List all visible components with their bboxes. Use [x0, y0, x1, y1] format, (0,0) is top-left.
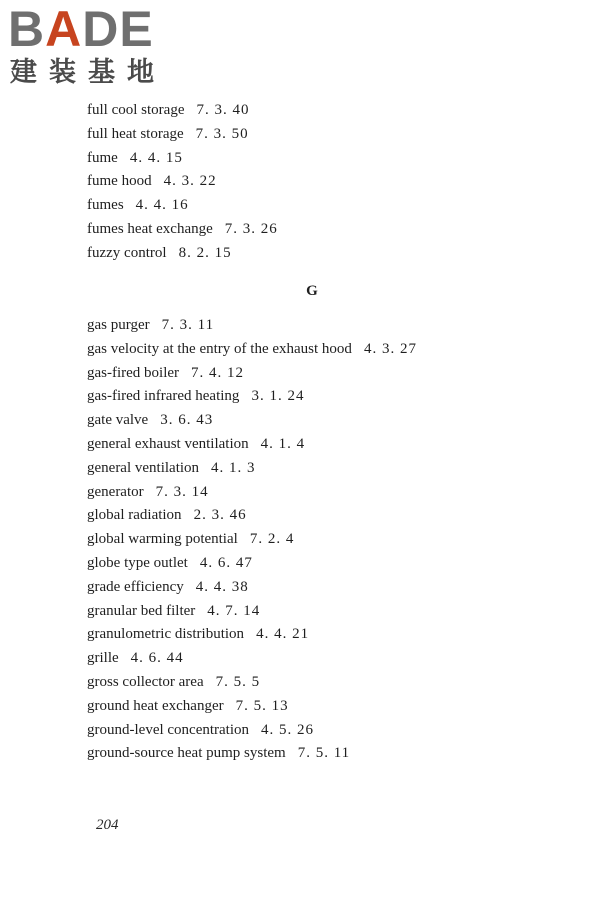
index-reference: 4. 4. 15 [129, 149, 183, 166]
index-term: granulometric distribution [87, 626, 245, 643]
index-term: generator [87, 483, 144, 500]
index-reference: 4. 1. 4 [260, 435, 306, 452]
index-entry [87, 385, 567, 409]
index-term: global radiation [87, 507, 182, 524]
index-term: general exhaust ventilation [87, 435, 249, 452]
index-reference: 7. 5. 11 [297, 745, 351, 762]
index-reference: 3. 1. 24 [251, 388, 305, 405]
index-term: gas velocity at the entry of the exhaust hood [87, 340, 352, 357]
index-term: gas-fired infrared heating [87, 388, 240, 405]
index-entry [87, 600, 567, 624]
index-reference: 4. 3. 27 [363, 340, 417, 357]
index-reference: 8. 2. 15 [178, 244, 232, 261]
index-reference: 4. 6. 47 [199, 554, 253, 571]
index-term: fume hood [87, 173, 152, 190]
section-heading-g: G [306, 283, 318, 299]
index-term: fuzzy control [87, 244, 167, 261]
index-entry [87, 338, 567, 362]
index-term: fumes [87, 197, 124, 214]
index-entry [87, 457, 567, 481]
index-entry [87, 623, 567, 647]
index-entry [87, 742, 567, 766]
index-entry [87, 409, 567, 433]
index-entry [87, 719, 567, 743]
index-term: fumes heat exchange [87, 220, 213, 237]
index-entry [87, 552, 567, 576]
index-term: gate valve [87, 412, 149, 429]
index-reference: 7. 5. 13 [235, 697, 289, 714]
index-list-g [87, 314, 567, 766]
index-reference: 4. 4. 21 [256, 626, 310, 643]
index-term: globe type outlet [87, 554, 188, 571]
index-reference: 3. 6. 43 [160, 412, 214, 429]
index-entry [87, 123, 567, 147]
bade-logo [8, 2, 178, 92]
index-term: full cool storage [87, 102, 185, 118]
index-entry [87, 194, 567, 218]
index-entry [87, 314, 567, 338]
index-entry [87, 647, 567, 671]
index-reference: 7. 4. 12 [191, 364, 245, 381]
page-number: 204 [96, 817, 119, 833]
index-reference: 7. 3. 11 [161, 317, 215, 333]
logo-chinese-text: 建装基地 [10, 57, 166, 88]
index-term: grille [87, 650, 119, 667]
index-reference: 4. 4. 16 [135, 197, 189, 214]
index-term: gas purger [87, 317, 150, 333]
index-entry [87, 218, 567, 242]
index-reference: 2. 3. 46 [193, 507, 247, 524]
index-entry [87, 481, 567, 505]
index-entry [87, 576, 567, 600]
index-term: general ventilation [87, 459, 200, 476]
index-reference: 7. 3. 50 [195, 125, 249, 142]
index-term: gross collector area [87, 673, 204, 690]
logo-letters-de: DE [82, 1, 154, 57]
index-list-f [87, 99, 567, 266]
index-entry [87, 695, 567, 719]
index-reference: 7. 3. 26 [224, 220, 278, 237]
index-reference: 4. 4. 38 [195, 578, 249, 595]
index-term: grade efficiency [87, 578, 184, 595]
logo-wordmark [8, 2, 154, 56]
index-entry [87, 242, 567, 266]
index-reference: 4. 6. 44 [130, 650, 184, 667]
index-reference: 7. 3. 40 [196, 102, 250, 118]
index-entry [87, 170, 567, 194]
index-reference: 4. 7. 14 [207, 602, 261, 619]
index-entry [87, 671, 567, 695]
index-reference: 7. 5. 5 [215, 673, 261, 690]
logo-letter-a: A [45, 1, 83, 57]
index-term: ground heat exchanger [87, 697, 224, 714]
index-entry [87, 147, 567, 171]
index-reference: 4. 5. 26 [261, 721, 315, 738]
logo-letter-b: B [8, 1, 46, 57]
index-term: gas-fired boiler [87, 364, 180, 381]
index-term: full heat storage [87, 125, 184, 142]
index-entry [87, 528, 567, 552]
index-entry [87, 362, 567, 386]
index-reference: 7. 2. 4 [249, 531, 295, 548]
index-term: fume [87, 149, 118, 166]
index-term: granular bed filter [87, 602, 196, 619]
index-term: ground-level concentration [87, 721, 250, 738]
index-entry [87, 433, 567, 457]
index-entry [87, 504, 567, 528]
index-term: ground-source heat pump system [87, 745, 286, 762]
index-term: global warming potential [87, 531, 238, 548]
index-reference: 4. 3. 22 [163, 173, 217, 190]
index-reference: 4. 1. 3 [211, 459, 256, 476]
index-reference: 7. 3. 14 [155, 483, 209, 500]
index-entry [87, 99, 567, 123]
